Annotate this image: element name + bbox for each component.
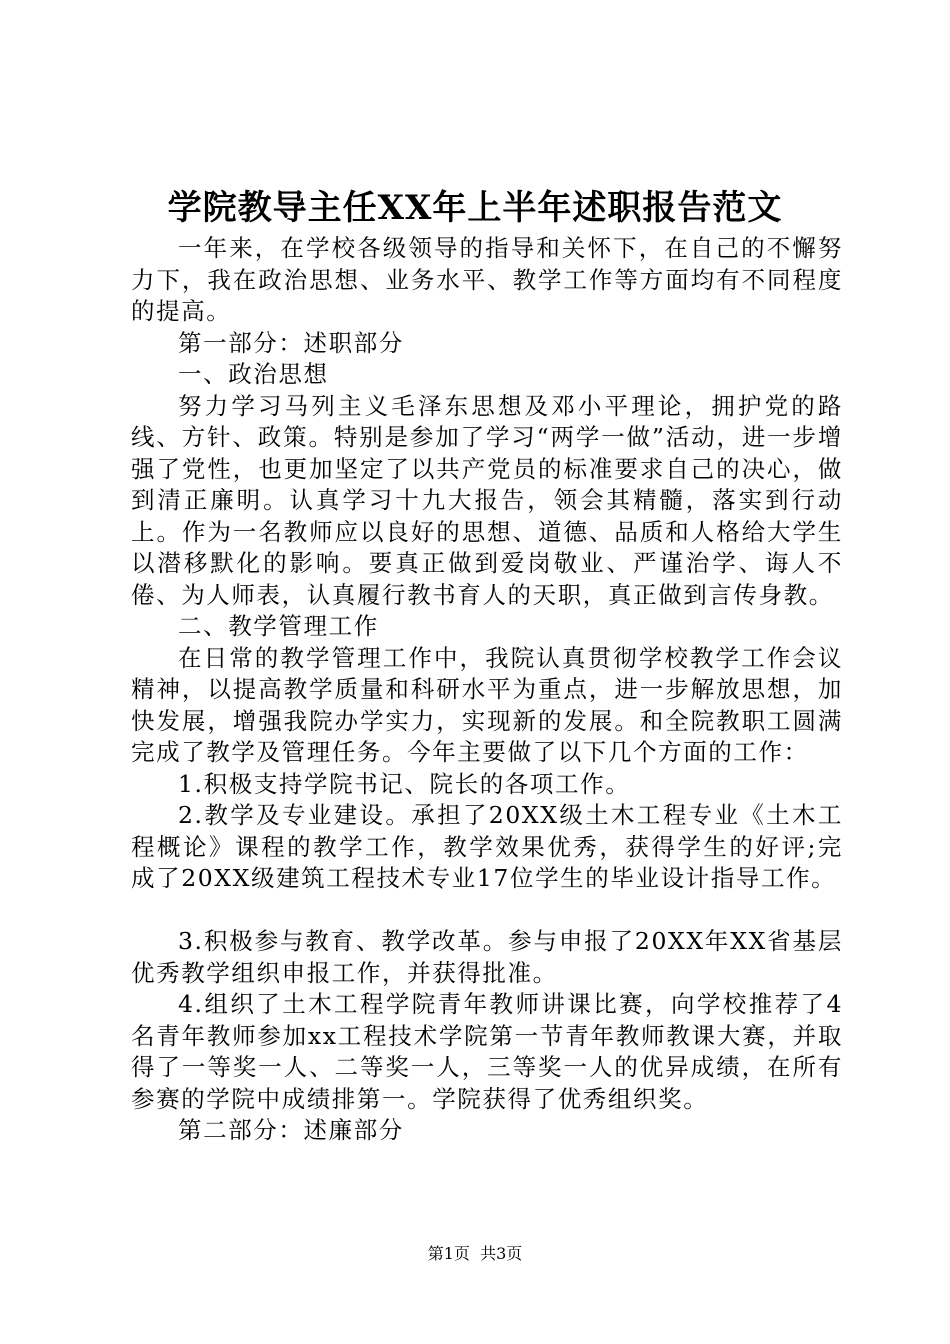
list-item-3: 3.积极参与教育、教学改革。参与申报了20XX年XX省基层优秀教学组织申报工作，并获得批准。 [131, 927, 843, 987]
subsection-heading-politics: 一、政治思想 [178, 360, 329, 388]
politics-paragraph: 努力学习马列主义毛泽东思想及邓小平理论，拥护党的路线、方针、政策。特别是参加了学习“两学一做”活动，进一步增强了党性，也更加坚定了以共产党员的标准要求自己的决心，做到清正廉明。认真学习十九大报告，领会其精髓，落实到行动上。作为一名教师应以良好的思想、道德、品质和人格给大学生以潜移默化的影响。要真正做到爱岗敬业、严谨治学、诲人不倦、为人师表，认真履行教书育人的天职，真正做到言传身教。 [131, 391, 843, 609]
document-title: 学院教导主任XX年上半年述职报告范文 [167, 188, 783, 228]
section-heading-part-two: 第二部分：述廉部分 [178, 1116, 404, 1144]
page-footer: 第1页 共3页 [427, 1244, 523, 1263]
list-item-2: 2.教学及专业建设。承担了20XX级土木工程专业《土木工程概论》课程的教学工作，教学效果优秀，获得学生的好评;完成了20XX级建筑工程技术专业17位学生的毕业设计指导工作。 [131, 801, 843, 892]
intro-paragraph: 一年来，在学校各级领导的指导和关怀下，在自己的不懈努力下，我在政治思想、业务水平、教学工作等方面均有不同程度的提高。 [131, 234, 843, 325]
document-body [131, 233, 843, 1147]
subsection-heading-teaching-management: 二、教学管理工作 [178, 612, 379, 640]
section-heading-part-one: 第一部分：述职部分 [178, 328, 404, 357]
list-item-4: 4.组织了土木工程学院青年教师讲课比赛，向学校推荐了4名青年教师参加xx工程技术学院第一节青年教师教课大赛，并取得了一等奖一人、二等奖一人，三等奖一人的优异成绩，在所有参赛的学院中成绩排第一。学院获得了优秀组织奖。 [131, 990, 843, 1113]
list-item-1: 1.积极支持学院书记、院长的各项工作。 [178, 769, 631, 798]
teaching-management-paragraph: 在日常的教学管理工作中，我院认真贯彻学校教学工作会议精神，以提高教学质量和科研水平为重点，进一步解放思想，加快发展，增强我院办学实力，实现新的发展。和全院教职工圆满完成了教学及管理任务。今年主要做了以下几个方面的工作： [131, 643, 843, 766]
